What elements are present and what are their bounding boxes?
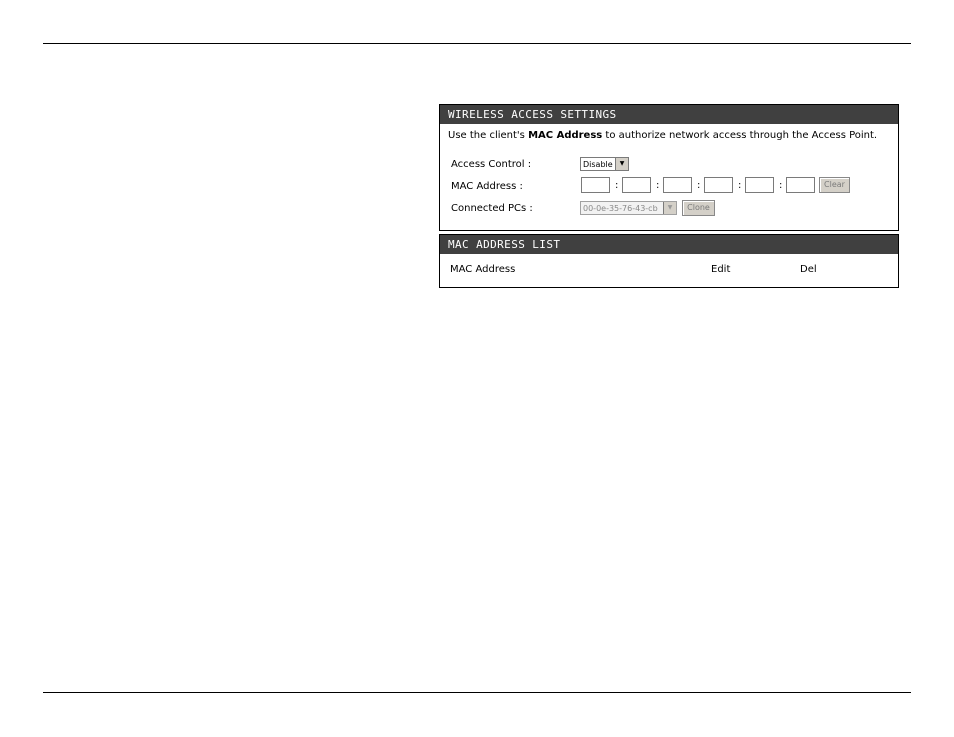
mac-separator: : — [738, 180, 742, 191]
column-header-edit: Edit — [711, 264, 731, 275]
clear-button[interactable]: Clear — [819, 177, 850, 193]
access-control-label: Access Control : — [451, 159, 532, 170]
mac-octet-6-input[interactable] — [786, 177, 815, 193]
panel-title: WIRELESS ACCESS SETTINGS — [440, 105, 898, 124]
mac-octet-4-input[interactable] — [704, 177, 733, 193]
chevron-down-icon: ▼ — [663, 202, 676, 214]
mac-separator: : — [656, 180, 660, 191]
connected-pcs-select[interactable]: 00-0e-35-76-43-cb ▼ — [580, 201, 677, 215]
mac-octet-1-input[interactable] — [581, 177, 610, 193]
mac-address-label: MAC Address : — [451, 181, 523, 192]
top-rule — [43, 43, 911, 44]
mac-octet-5-input[interactable] — [745, 177, 774, 193]
mac-octet-2-input[interactable] — [622, 177, 651, 193]
column-header-del: Del — [800, 264, 817, 275]
clone-button[interactable]: Clone — [682, 200, 715, 216]
mac-separator: : — [615, 180, 619, 191]
wireless-access-settings-panel — [439, 104, 899, 231]
description: Use the client's MAC Address to authorize network access through the Access Point. — [448, 130, 878, 141]
column-header-mac-address: MAC Address — [450, 264, 516, 275]
bottom-rule — [43, 692, 911, 693]
connected-pcs-label: Connected PCs : — [451, 203, 533, 214]
panel-title: MAC ADDRESS LIST — [440, 235, 898, 254]
mac-octet-3-input[interactable] — [663, 177, 692, 193]
chevron-down-icon: ▼ — [615, 158, 628, 170]
mac-separator: : — [779, 180, 783, 191]
mac-address-list-panel — [439, 234, 899, 288]
access-control-select[interactable]: Disable ▼ — [580, 157, 629, 171]
mac-separator: : — [697, 180, 701, 191]
